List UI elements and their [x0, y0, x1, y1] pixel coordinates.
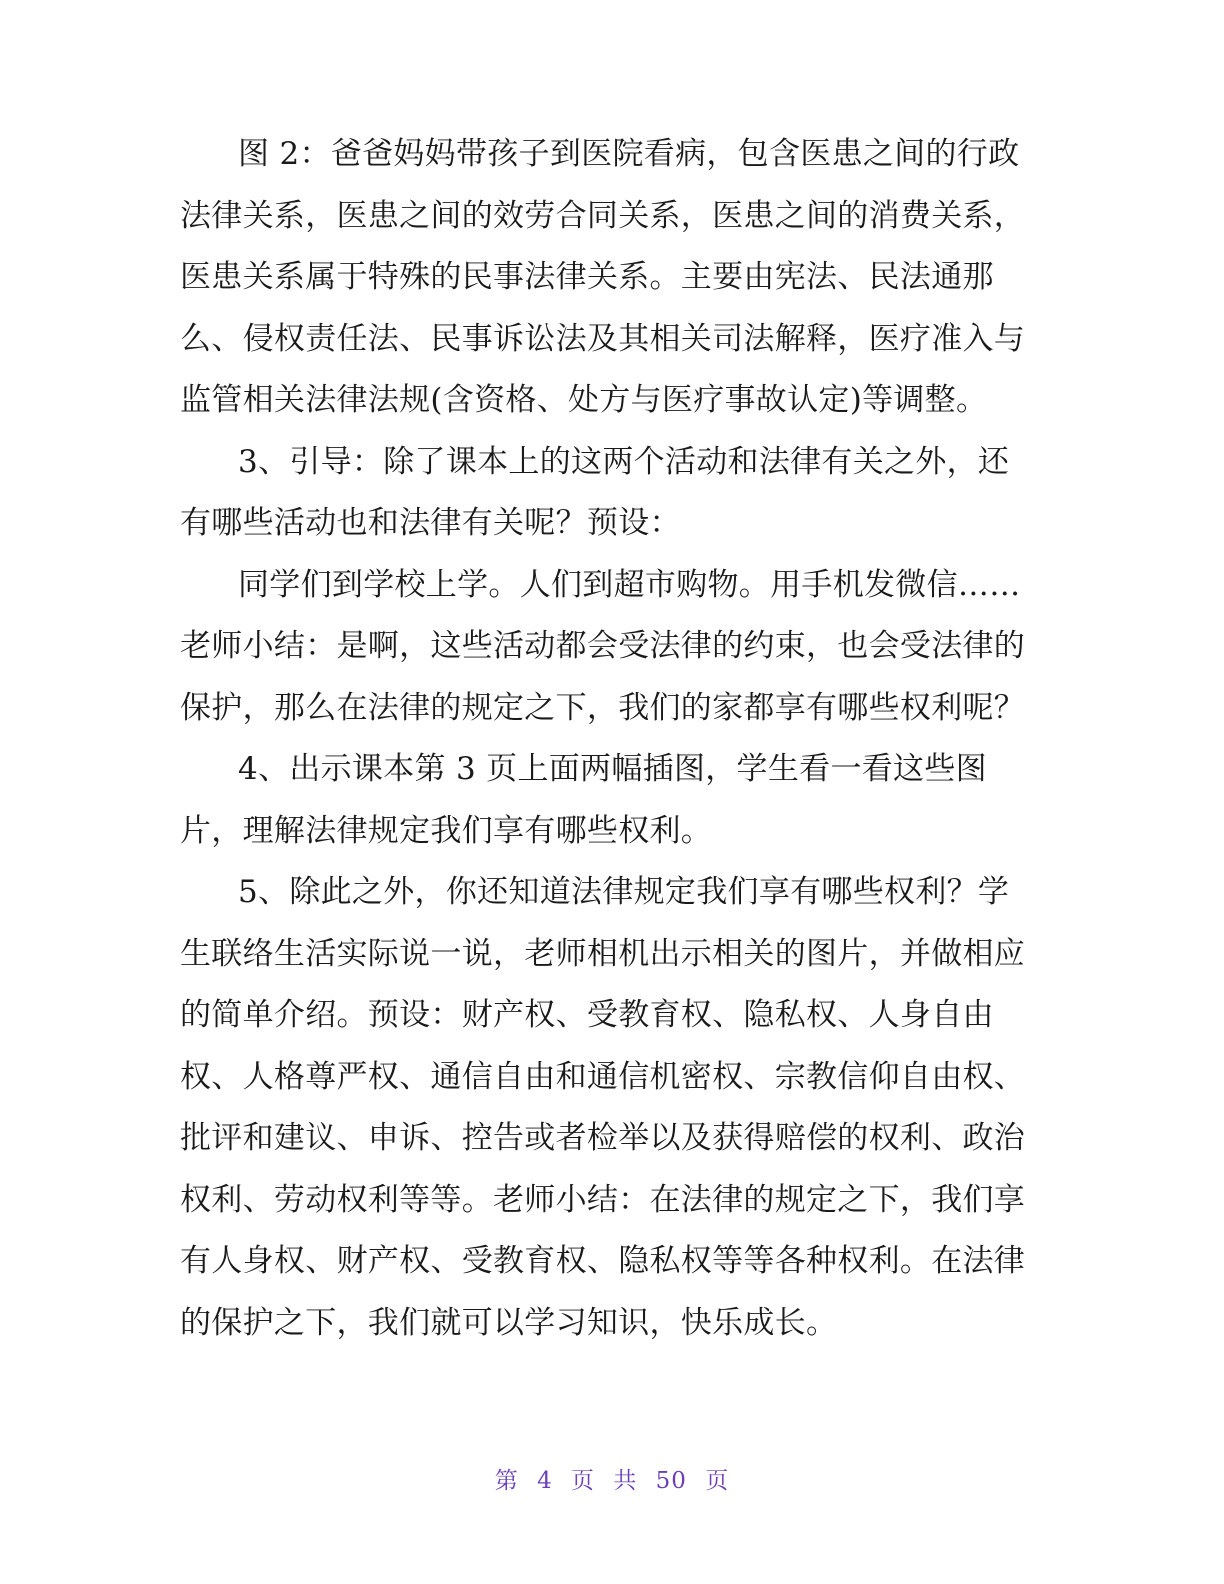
paragraph-line: 片，理解法律规定我们享有哪些权利。: [180, 812, 713, 849]
paragraph-line: 有哪些活动也和法律有关呢？预设：: [180, 505, 681, 541]
paragraph-line: 的保护之下，我们就可以学习知识，快乐成长。: [180, 1304, 838, 1341]
page-footer: [0, 1462, 1224, 1495]
paragraph-line: 同学们到学校上学。人们到超市购物。用手机发微信……: [238, 566, 1021, 603]
paragraph-line: 3、引导：除了课本上的这两个活动和法律有关之外，还: [238, 443, 1010, 480]
paragraph-line: 4、出示课本第 3 页上面两幅插图，学生看一看这些图: [238, 751, 987, 787]
paragraph-line: 批评和建议、申诉、控告或者检举以及获得赔偿的权利、政治: [180, 1120, 1026, 1156]
paragraph-line: 监管相关法律法规(含资格、处方与医疗事故认定)等调整。: [180, 382, 988, 418]
document-body: [180, 124, 1036, 1354]
current-page-number: 4: [537, 1468, 553, 1494]
paragraph-line: 5、除此之外，你还知道法律规定我们享有哪些权利？学: [238, 874, 1010, 910]
footer-page-word: 页: [571, 1468, 596, 1494]
paragraph-line: 么、侵权责任法、民事诉讼法及其相关司法解释，医疗准入与: [180, 320, 1026, 357]
paragraph-line: 法律关系，医患之间的效劳合同关系，医患之间的消费关系，: [180, 197, 1026, 234]
paragraph-line: 的简单介绍。预设：财产权、受教育权、隐私权、人身自由: [180, 997, 994, 1033]
footer-suffix: 页: [705, 1468, 730, 1494]
paragraph-line: 老师小结：是啊，这些活动都会受法律的约束，也会受法律的: [180, 628, 1026, 664]
paragraph-line: 保护，那么在法律的规定之下，我们的家都享有哪些权利呢？: [180, 689, 1026, 726]
footer-total-word: 共: [613, 1468, 638, 1494]
paragraph-line: 有人身权、财产权、受教育权、隐私权等等各种权利。在法律: [180, 1243, 1026, 1279]
footer-prefix: 第: [494, 1468, 519, 1494]
paragraph-line: 医患关系属于特殊的民事法律关系。主要由宪法、民法通那: [180, 259, 994, 295]
paragraph-line: 权、人格尊严权、通信自由和通信机密权、宗教信仰自由权、: [180, 1058, 1026, 1095]
paragraph-line: 生联络生活实际说一说，老师相机出示相关的图片，并做相应: [180, 935, 1026, 972]
paragraph-line: 权利、劳动权利等等。老师小结：在法律的规定之下，我们享: [180, 1181, 1026, 1218]
total-pages-number: 50: [655, 1468, 687, 1494]
paragraph-line: 图 2：爸爸妈妈带孩子到医院看病，包含医患之间的行政: [238, 136, 1020, 172]
